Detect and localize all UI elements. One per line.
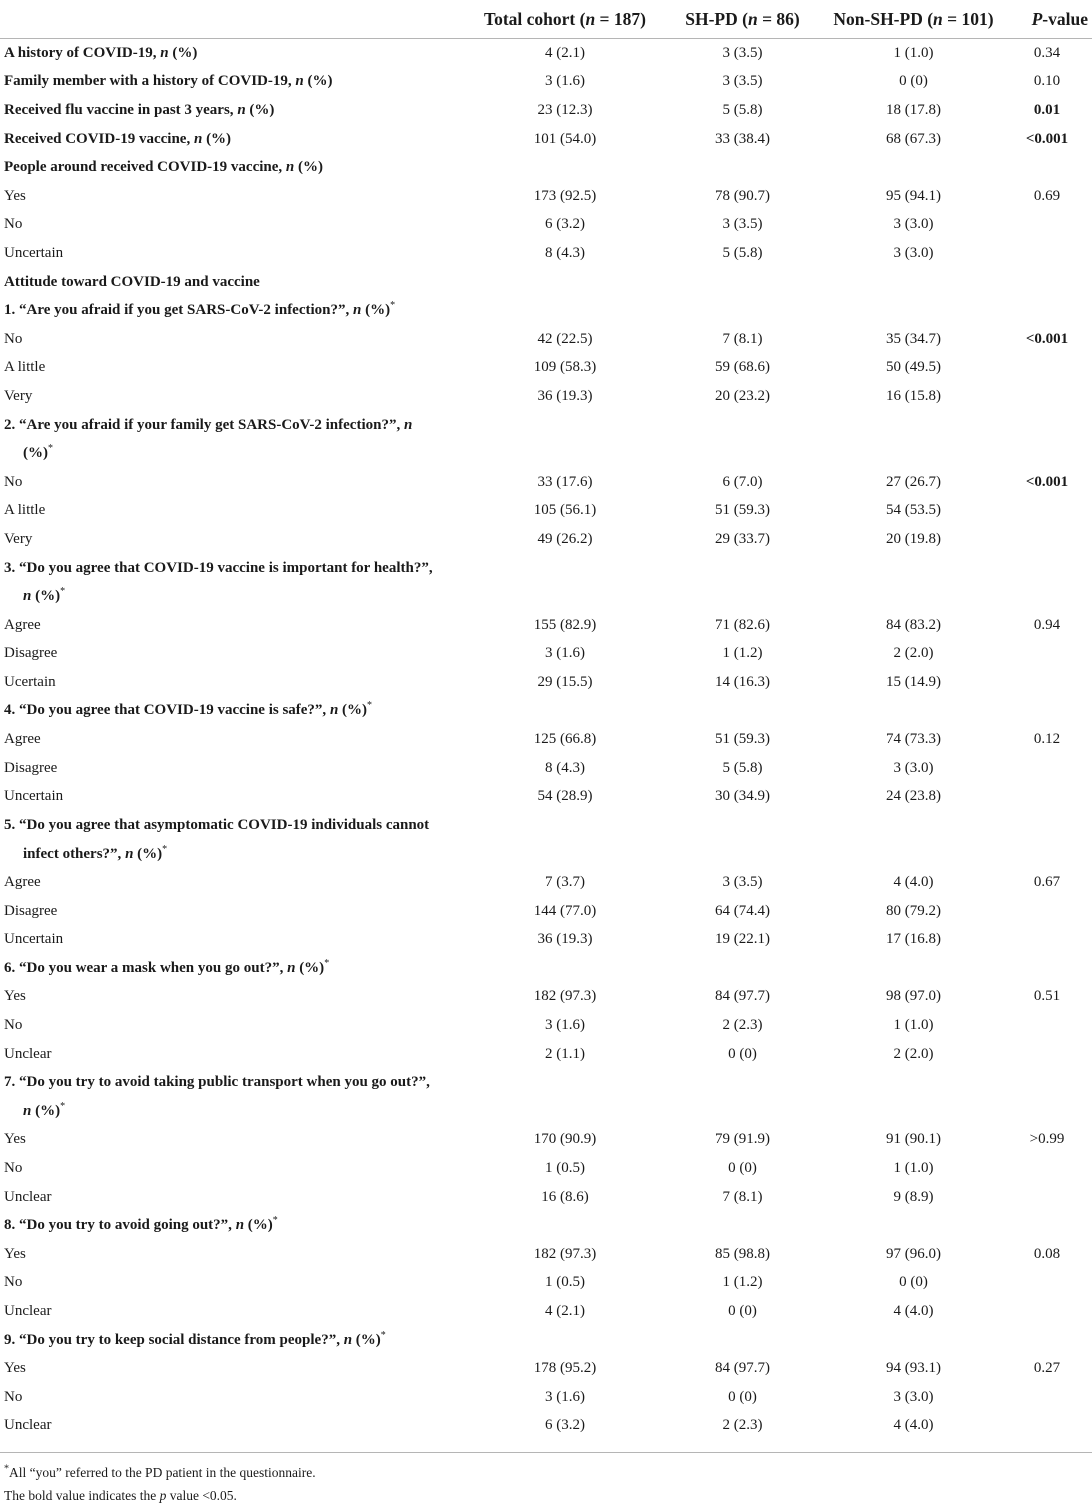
empty-cell (470, 1068, 660, 1125)
row-label: 9. “Do you try to keep social distance from people?”, n (%)* (4, 1329, 386, 1348)
non-sh-pd-value (825, 1326, 1002, 1355)
p-value (1002, 153, 1092, 182)
question-row (0, 411, 1092, 468)
total-cohort-value: 125 (66.8) (533, 731, 597, 748)
sh-pd-value: 14 (16.3) (715, 673, 770, 690)
table-row (0, 1354, 1092, 1383)
table-row (0, 868, 1092, 897)
table-row (0, 1040, 1092, 1069)
sh-pd-value: 7 (8.1) (722, 1188, 763, 1205)
question-row (0, 96, 1092, 125)
sh-pd-value: 2 (2.3) (722, 1417, 763, 1434)
row-label-line1: 3. “Do you agree that COVID-19 vaccine is important for health?”, (4, 559, 433, 576)
header-p-value: P-value (1002, 0, 1092, 39)
question-row (0, 125, 1092, 154)
table-row (0, 525, 1092, 554)
sh-pd-value: 84 (97.7) (715, 1360, 770, 1377)
table-row (0, 1383, 1092, 1412)
row-label (0, 811, 470, 868)
p-value (1002, 525, 1092, 554)
question-row (0, 811, 1092, 868)
table-row (0, 1126, 1092, 1155)
total-cohort-value (470, 1211, 660, 1240)
table-row (0, 639, 1092, 668)
non-sh-pd-value: 68 (67.3) (886, 130, 941, 147)
row-label: No (4, 216, 23, 233)
total-cohort-value (470, 268, 660, 297)
total-cohort-value: 3 (1.6) (545, 1016, 585, 1033)
empty-cell (660, 554, 825, 611)
question-row (0, 697, 1092, 726)
row-label: Agree (4, 616, 41, 633)
header-non-sh-pd: Non-SH-PD (n = 101) (825, 0, 1002, 39)
row-label: Ucertain (4, 673, 56, 690)
non-sh-pd-value: 4 (4.0) (893, 1302, 934, 1319)
p-value: <0.001 (1025, 473, 1069, 490)
p-value (1002, 268, 1092, 297)
p-value (1002, 1211, 1092, 1240)
row-label (0, 554, 470, 611)
p-value (1002, 897, 1092, 926)
p-value (1002, 925, 1092, 954)
total-cohort-value: 6 (3.2) (545, 1417, 585, 1434)
total-cohort-value (470, 697, 660, 726)
total-cohort-value: 170 (90.9) (533, 1131, 597, 1148)
p-value (1002, 497, 1092, 526)
non-sh-pd-value: 84 (83.2) (886, 616, 941, 633)
table-row (0, 382, 1092, 411)
total-cohort-value: 23 (12.3) (537, 101, 593, 118)
row-label-line2: (%)* (23, 443, 53, 462)
empty-cell (1002, 811, 1092, 868)
row-label: Unclear (4, 1302, 52, 1319)
sh-pd-value: 6 (7.0) (722, 473, 763, 490)
non-sh-pd-value: 1 (1.0) (893, 1016, 934, 1033)
empty-cell (660, 811, 825, 868)
row-label: No (4, 330, 23, 347)
non-sh-pd-value (825, 954, 1002, 983)
sh-pd-value: 1 (1.2) (722, 645, 763, 662)
p-value: <0.001 (1025, 330, 1069, 347)
empty-cell (825, 811, 1002, 868)
total-cohort-value: 16 (8.6) (541, 1188, 589, 1205)
p-value (1002, 1154, 1092, 1183)
p-value (1002, 1183, 1092, 1212)
question-row (0, 1211, 1092, 1240)
total-cohort-value: 155 (82.9) (533, 616, 597, 633)
row-label: A history of COVID-19, n (%) (4, 44, 198, 61)
question-row (0, 554, 1092, 611)
empty-cell (1002, 411, 1092, 468)
row-label: Uncertain (4, 244, 64, 261)
non-sh-pd-value: 17 (16.8) (886, 931, 941, 948)
non-sh-pd-value: 2 (2.0) (893, 645, 934, 662)
p-value (1002, 382, 1092, 411)
row-label: Agree (4, 731, 41, 748)
non-sh-pd-value (825, 268, 1002, 297)
non-sh-pd-value: 80 (79.2) (886, 902, 941, 919)
footnote-asterisk: *All “you” referred to the PD patient in the questionnaire. (4, 1463, 316, 1481)
total-cohort-value: 8 (4.3) (545, 759, 585, 776)
non-sh-pd-value: 0 (0) (899, 73, 928, 90)
non-sh-pd-value: 94 (93.1) (886, 1360, 941, 1377)
row-label: Unclear (4, 1045, 52, 1062)
total-cohort-value: 33 (17.6) (537, 473, 593, 490)
header-label (0, 0, 470, 39)
row-label: 4. “Do you agree that COVID-19 vaccine is safe?”, n (%)* (4, 700, 373, 719)
sh-pd-value: 33 (38.4) (715, 130, 770, 147)
empty-cell (1002, 1068, 1092, 1125)
row-label: No (4, 1388, 23, 1405)
p-value: 0.94 (1033, 616, 1061, 633)
non-sh-pd-value: 2 (2.0) (893, 1045, 934, 1062)
total-cohort-value: 144 (77.0) (533, 902, 597, 919)
table-body (0, 39, 1092, 1441)
total-cohort-value (470, 1326, 660, 1355)
total-cohort-value: 42 (22.5) (537, 330, 593, 347)
total-cohort-value: 101 (54.0) (533, 130, 597, 147)
sh-pd-value: 71 (82.6) (715, 616, 770, 633)
row-label: Very (4, 530, 33, 547)
total-cohort-value: 105 (56.1) (533, 502, 597, 519)
table-row (0, 611, 1092, 640)
sh-pd-value: 59 (68.6) (715, 359, 770, 376)
row-label: 1. “Are you afraid if you get SARS-CoV-2 infection?”, n (%)* (4, 300, 396, 319)
row-label: No (4, 1274, 23, 1291)
non-sh-pd-value: 3 (3.0) (893, 1388, 934, 1405)
empty-cell (660, 1068, 825, 1125)
total-cohort-value: 7 (3.7) (545, 874, 585, 891)
total-cohort-value: 54 (28.9) (537, 788, 593, 805)
row-label-line2: n (%)* (23, 1100, 66, 1119)
question-row (0, 39, 1092, 68)
sh-pd-value: 85 (98.8) (715, 1245, 770, 1262)
row-label-line2: infect others?”, n (%)* (23, 843, 168, 862)
total-cohort-value: 3 (1.6) (545, 1388, 585, 1405)
sh-pd-value: 5 (5.8) (722, 759, 763, 776)
non-sh-pd-value: 50 (49.5) (886, 359, 941, 376)
row-label: A little (4, 502, 46, 519)
sh-pd-value (660, 296, 825, 325)
empty-cell (470, 554, 660, 611)
p-value (1002, 697, 1092, 726)
total-cohort-value: 6 (3.2) (545, 216, 585, 233)
sh-pd-value: 3 (3.5) (722, 874, 763, 891)
table-row (0, 468, 1092, 497)
total-cohort-value (470, 954, 660, 983)
row-label: Disagree (4, 759, 58, 776)
question-row (0, 268, 1092, 297)
table-row (0, 354, 1092, 383)
non-sh-pd-value: 98 (97.0) (886, 988, 941, 1005)
row-label: No (4, 1016, 23, 1033)
sh-pd-value: 3 (3.5) (722, 216, 763, 233)
non-sh-pd-value: 4 (4.0) (893, 1417, 934, 1434)
p-value (1002, 239, 1092, 268)
empty-cell (660, 411, 825, 468)
sh-pd-value (660, 697, 825, 726)
sh-pd-value: 84 (97.7) (715, 988, 770, 1005)
row-label: Disagree (4, 902, 58, 919)
non-sh-pd-value (825, 697, 1002, 726)
row-label: Yes (4, 988, 26, 1005)
p-value (1002, 1326, 1092, 1355)
table-row (0, 925, 1092, 954)
sh-pd-value (660, 1326, 825, 1355)
empty-cell (470, 811, 660, 868)
sh-pd-value: 30 (34.9) (715, 788, 770, 805)
total-cohort-value: 109 (58.3) (533, 359, 597, 376)
total-cohort-value: 49 (26.2) (537, 530, 593, 547)
row-label: Family member with a history of COVID-19, n (%) (4, 73, 333, 90)
table-row (0, 782, 1092, 811)
sh-pd-value (660, 153, 825, 182)
sh-pd-value: 1 (1.2) (722, 1274, 763, 1291)
footnotes (0, 1452, 1092, 1507)
empty-cell (825, 554, 1002, 611)
total-cohort-value: 4 (2.1) (545, 44, 585, 61)
total-cohort-value: 3 (1.6) (545, 645, 585, 662)
question-row (0, 954, 1092, 983)
p-value (1002, 296, 1092, 325)
p-value: 0.10 (1033, 73, 1061, 90)
p-value: 0.67 (1033, 874, 1061, 891)
table-row (0, 497, 1092, 526)
question-row (0, 1068, 1092, 1125)
sh-pd-value: 3 (3.5) (722, 73, 763, 90)
non-sh-pd-value: 24 (23.8) (886, 788, 941, 805)
row-label: Very (4, 387, 33, 404)
non-sh-pd-value: 20 (19.8) (886, 530, 941, 547)
table-row (0, 668, 1092, 697)
total-cohort-value (470, 153, 660, 182)
non-sh-pd-value: 3 (3.0) (893, 759, 934, 776)
total-cohort-value: 182 (97.3) (533, 1245, 597, 1262)
p-value (1002, 211, 1092, 240)
empty-cell (1002, 554, 1092, 611)
table-row (0, 1183, 1092, 1212)
row-label: Unclear (4, 1188, 52, 1205)
non-sh-pd-value: 18 (17.8) (886, 101, 941, 118)
sh-pd-value (660, 1211, 825, 1240)
table-row (0, 182, 1092, 211)
non-sh-pd-value: 3 (3.0) (893, 216, 934, 233)
table-row (0, 325, 1092, 354)
non-sh-pd-value: 0 (0) (899, 1274, 928, 1291)
p-value (1002, 668, 1092, 697)
table-row (0, 1412, 1092, 1441)
total-cohort-value: 173 (92.5) (533, 187, 597, 204)
question-row (0, 1326, 1092, 1355)
table-row (0, 897, 1092, 926)
total-cohort-value: 8 (4.3) (545, 244, 585, 261)
row-label: Unclear (4, 1417, 52, 1434)
table-row (0, 983, 1092, 1012)
sh-pd-value: 5 (5.8) (722, 101, 763, 118)
sh-pd-value (660, 954, 825, 983)
row-label: People around received COVID-19 vaccine, n (%) (4, 159, 324, 176)
non-sh-pd-value: 35 (34.7) (886, 330, 941, 347)
total-cohort-value: 3 (1.6) (545, 73, 585, 90)
non-sh-pd-value: 27 (26.7) (886, 473, 941, 490)
non-sh-pd-value: 9 (8.9) (893, 1188, 934, 1205)
sh-pd-value: 0 (0) (728, 1045, 757, 1062)
sh-pd-value: 0 (0) (728, 1302, 757, 1319)
table-row (0, 1011, 1092, 1040)
empty-cell (470, 411, 660, 468)
p-value: <0.001 (1025, 130, 1069, 147)
header-sh-pd: SH-PD (n = 86) (660, 0, 825, 39)
p-value: 0.12 (1033, 731, 1061, 748)
p-value (1002, 1297, 1092, 1326)
p-value: 0.08 (1033, 1245, 1061, 1262)
sh-pd-value: 64 (74.4) (715, 902, 770, 919)
question-row (0, 68, 1092, 97)
sh-pd-value: 19 (22.1) (715, 931, 770, 948)
table-row (0, 754, 1092, 783)
sh-pd-value: 29 (33.7) (715, 530, 770, 547)
table-row (0, 1240, 1092, 1269)
question-row (0, 153, 1092, 182)
sh-pd-value: 20 (23.2) (715, 387, 770, 404)
non-sh-pd-value: 16 (15.8) (886, 387, 941, 404)
non-sh-pd-value: 95 (94.1) (886, 187, 941, 204)
sh-pd-value: 51 (59.3) (715, 731, 770, 748)
p-value: 0.51 (1033, 988, 1061, 1005)
header-total-cohort: Total cohort (n = 187) (470, 0, 660, 39)
row-label: Yes (4, 1131, 26, 1148)
non-sh-pd-value: 1 (1.0) (893, 1159, 934, 1176)
p-value (1002, 1040, 1092, 1069)
row-label (0, 411, 470, 468)
p-value (1002, 1412, 1092, 1441)
row-label: Disagree (4, 645, 58, 662)
row-label: Uncertain (4, 931, 64, 948)
p-value (1002, 754, 1092, 783)
sh-pd-value: 2 (2.3) (722, 1016, 763, 1033)
p-value: 0.69 (1033, 187, 1061, 204)
table-row (0, 1269, 1092, 1298)
total-cohort-value: 178 (95.2) (533, 1360, 597, 1377)
p-value: 0.01 (1033, 101, 1061, 118)
sh-pd-value: 0 (0) (728, 1159, 757, 1176)
row-label: Attitude toward COVID-19 and vaccine (4, 273, 260, 290)
sh-pd-value: 79 (91.9) (715, 1131, 770, 1148)
p-value (1002, 1011, 1092, 1040)
row-label: Yes (4, 187, 26, 204)
sh-pd-value: 3 (3.5) (722, 44, 763, 61)
non-sh-pd-value: 74 (73.3) (886, 731, 941, 748)
row-label: No (4, 473, 23, 490)
total-cohort-value: 36 (19.3) (537, 931, 593, 948)
row-label: Agree (4, 874, 41, 891)
sh-pd-value: 5 (5.8) (722, 244, 763, 261)
total-cohort-value: 1 (0.5) (545, 1159, 585, 1176)
empty-cell (825, 1068, 1002, 1125)
row-label: 6. “Do you wear a mask when you go out?”, n (%)* (4, 957, 330, 976)
row-label: Received flu vaccine in past 3 years, n (%) (4, 101, 275, 118)
row-label: 8. “Do you try to avoid going out?”, n (%)* (4, 1215, 278, 1234)
total-cohort-value: 2 (1.1) (545, 1045, 585, 1062)
row-label-line2: n (%)* (23, 586, 66, 605)
question-row (0, 296, 1092, 325)
non-sh-pd-value: 3 (3.0) (893, 244, 934, 261)
total-cohort-value: 29 (15.5) (537, 673, 593, 690)
non-sh-pd-value: 54 (53.5) (886, 502, 941, 519)
table-row (0, 211, 1092, 240)
non-sh-pd-value (825, 296, 1002, 325)
p-value (1002, 1269, 1092, 1298)
total-cohort-value: 4 (2.1) (545, 1302, 585, 1319)
table-row (0, 1297, 1092, 1326)
row-label: No (4, 1159, 23, 1176)
table-row (0, 1154, 1092, 1183)
row-label (0, 1068, 470, 1125)
sh-pd-value: 51 (59.3) (715, 502, 770, 519)
p-value (1002, 639, 1092, 668)
table-row (0, 239, 1092, 268)
empty-cell (825, 411, 1002, 468)
sh-pd-value: 78 (90.7) (715, 187, 770, 204)
non-sh-pd-value: 15 (14.9) (886, 673, 941, 690)
non-sh-pd-value (825, 1211, 1002, 1240)
total-cohort-value: 182 (97.3) (533, 988, 597, 1005)
non-sh-pd-value (825, 153, 1002, 182)
p-value: >0.99 (1029, 1131, 1065, 1148)
p-value (1002, 782, 1092, 811)
row-label: Yes (4, 1360, 26, 1377)
total-cohort-value: 1 (0.5) (545, 1274, 585, 1291)
row-label-line1: 2. “Are you afraid if your family get SARS-CoV-2 infection?”, n (4, 416, 413, 433)
non-sh-pd-value: 1 (1.0) (893, 44, 934, 61)
table-row (0, 725, 1092, 754)
total-cohort-value (470, 296, 660, 325)
row-label-line1: 5. “Do you agree that asymptomatic COVID-19 individuals cannot (4, 817, 430, 834)
sh-pd-value (660, 268, 825, 297)
non-sh-pd-value: 4 (4.0) (893, 874, 934, 891)
non-sh-pd-value: 91 (90.1) (886, 1131, 941, 1148)
p-value (1002, 354, 1092, 383)
non-sh-pd-value: 97 (96.0) (886, 1245, 941, 1262)
p-value: 0.34 (1033, 44, 1061, 61)
p-value (1002, 1383, 1092, 1412)
row-label-line1: 7. “Do you try to avoid taking public transport when you go out?”, (4, 1074, 430, 1091)
footnote-bold-note: The bold value indicates the p value <0.05. (4, 1488, 237, 1504)
row-label: Yes (4, 1245, 26, 1262)
sh-pd-value: 7 (8.1) (722, 330, 763, 347)
row-label: Uncertain (4, 788, 64, 805)
sh-pd-value: 0 (0) (728, 1388, 757, 1405)
row-label: Received COVID-19 vaccine, n (%) (4, 130, 232, 147)
p-value: 0.27 (1033, 1360, 1061, 1377)
row-label: A little (4, 359, 46, 376)
header-row (0, 0, 1092, 39)
p-value (1002, 954, 1092, 983)
total-cohort-value: 36 (19.3) (537, 387, 593, 404)
